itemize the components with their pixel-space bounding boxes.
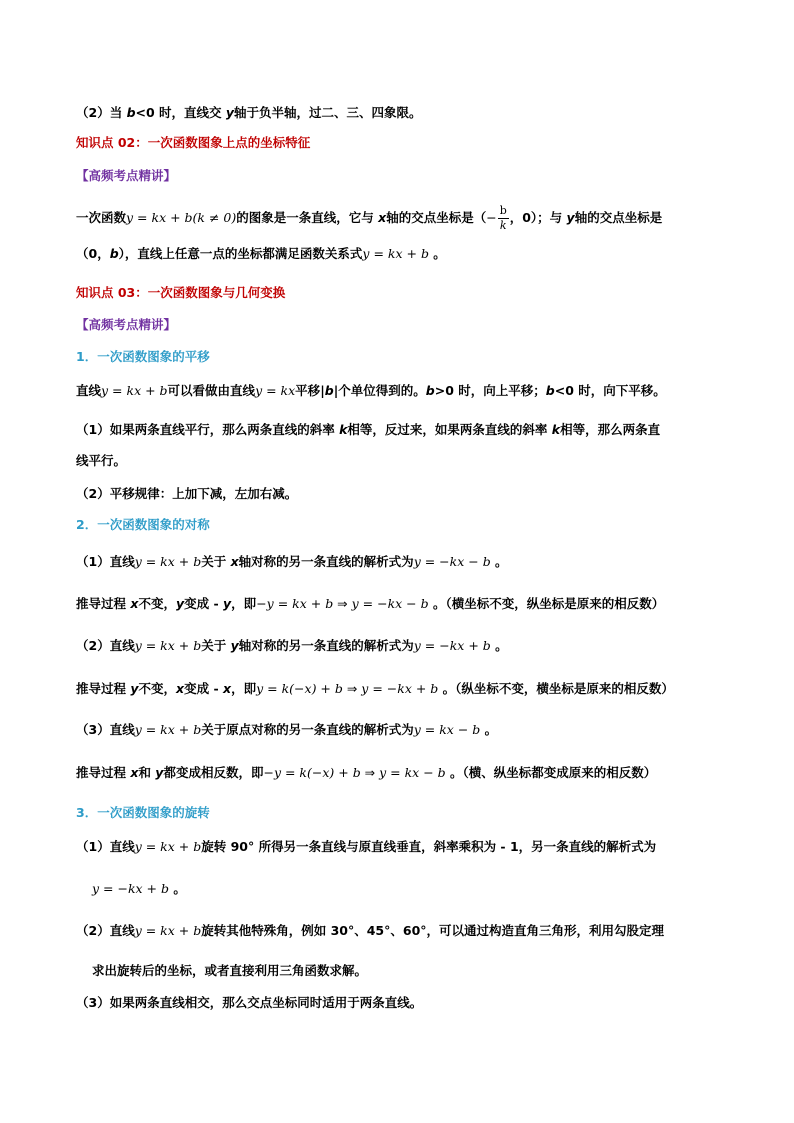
high-frequency-tag-1: 【高频考点精讲】 — [76, 168, 177, 183]
paragraph-rotation-special-1: （2）直线y = kx + b旋转其他特殊角，例如 30°、45°、60°，可以通过构造直角三角形，利用勾股定理 — [76, 923, 665, 938]
paragraph-symmetry-y-axis: （2）直线y = kx + b关于 y轴对称的另一条直线的解析式为y = −kx + b 。 — [76, 638, 508, 653]
paragraph-symmetry-y-derivation: 推导过程 y不变，x变成 - x，即y = k(−x) + b ⇒ y = −kx + b 。（纵坐标不变，横坐标是原来的相反数） — [76, 681, 674, 696]
paragraph-rotation-90-1: （1）直线y = kx + b旋转 90° 所得另一条直线与原直线垂直，斜率乘积为 - 1，另一条直线的解析式为 — [76, 839, 657, 854]
high-frequency-tag-2: 【高频考点精讲】 — [76, 317, 177, 332]
paragraph-parallel-lines-1: （1）如果两条直线平行，那么两条直线的斜率 k相等，反过来，如果两条直线的斜率 k相等，那么两条直 — [76, 422, 661, 437]
paragraph-intercept-coordinates-2: （0，b），直线上任意一点的坐标都满足函数关系式y = kx + b 。 — [76, 246, 446, 261]
section-heading-symmetry: 2．一次函数图象的对称 — [76, 517, 210, 532]
paragraph-rotation-special-2: 求出旋转后的坐标，或者直接利用三角函数求解。 — [92, 963, 368, 978]
section-heading-translation: 1．一次函数图象的平移 — [76, 349, 210, 364]
paragraph-intersection: （3）如果两条直线相交，那么交点坐标同时适用于两条直线。 — [76, 995, 423, 1010]
paragraph-translation-law: （2）平移规律：上加下减，左加右减。 — [76, 486, 298, 501]
paragraph-rotation-90-2: y = −kx + b 。 — [92, 881, 186, 896]
paragraph-symmetry-origin: （3）直线y = kx + b关于原点对称的另一条直线的解析式为y = kx − b 。 — [76, 722, 498, 737]
paragraph-symmetry-x-axis: （1）直线y = kx + b关于 x轴对称的另一条直线的解析式为y = −kx − b 。 — [76, 554, 508, 569]
section-heading-rotation: 3．一次函数图象的旋转 — [76, 805, 210, 820]
paragraph-intercept-coordinates-1: 一次函数y = kx + b(k ≠ 0)的图象是一条直线，它与 x轴的交点坐标是（− $\frac{b}{k}$ ，0）；与 y轴的交点坐标是 — [76, 204, 663, 232]
paragraph-translation-rule: 直线y = kx + b可以看做由直线y = kx平移|b|个单位得到的。b>0 时，向上平移；b<0 时，向下平移。 — [76, 383, 666, 398]
knowledge-point-02-heading: 知识点 02：一次函数图象上点的坐标特征 — [76, 135, 311, 150]
fraction-b-over-k: $\frac{b}{k}$ — [499, 204, 507, 232]
knowledge-point-03-heading: 知识点 03：一次函数图象与几何变换 — [76, 285, 286, 300]
paragraph-quadrant-note: （2）当 b<0 时，直线交 y轴于负半轴，过二、三、四象限。 — [76, 105, 422, 120]
paragraph-symmetry-origin-derivation: 推导过程 x和 y都变成相反数，即−y = k(−x) + b ⇒ y = kx − b 。（横、纵坐标都变成原来的相反数） — [76, 765, 657, 780]
paragraph-symmetry-x-derivation: 推导过程 x不变，y变成 - y，即−y = kx + b ⇒ y = −kx − b 。（横坐标不变，纵坐标是原来的相反数） — [76, 596, 665, 611]
paragraph-parallel-lines-2: 线平行。 — [76, 453, 127, 468]
